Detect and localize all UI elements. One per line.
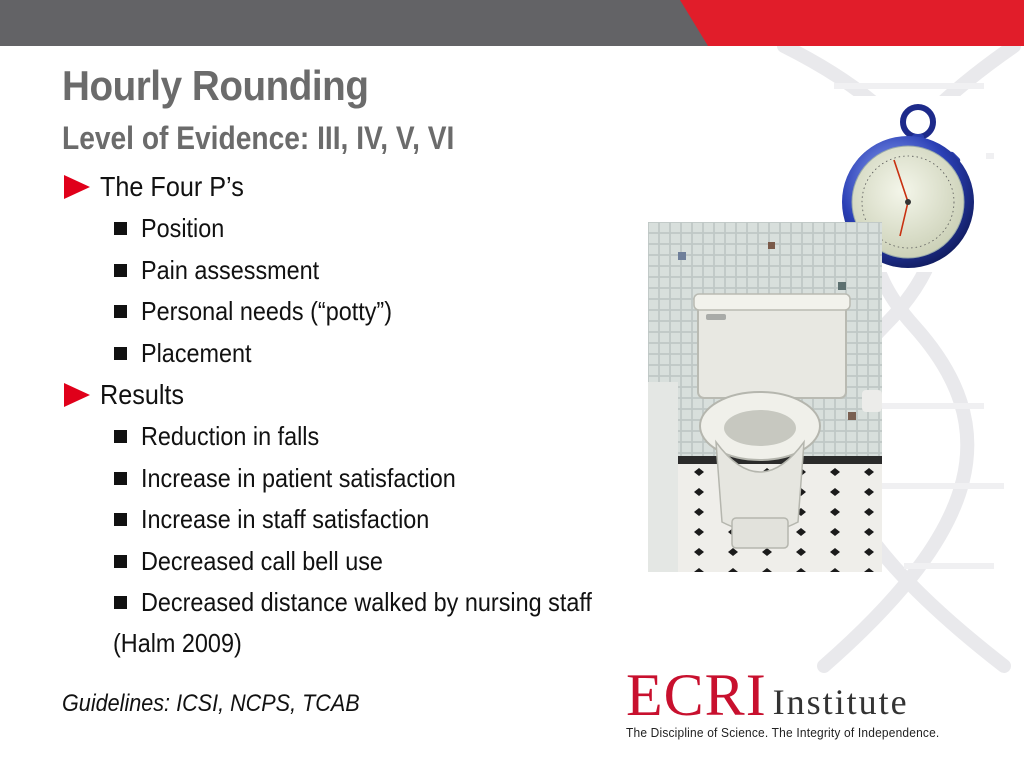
guidelines-note: Guidelines: ICSI, NCPS, TCAB: [62, 690, 360, 717]
list-item-text: Reduction in falls: [141, 421, 320, 452]
list-item: [62, 416, 642, 458]
toilet-image: [648, 222, 882, 572]
square-bullet-icon: [114, 305, 127, 318]
top-banner: [0, 0, 1024, 46]
list-item-text: Placement: [141, 337, 252, 368]
square-bullet-icon: [114, 596, 127, 609]
list-item: [62, 541, 642, 583]
section-heading-four-ps: [62, 166, 642, 208]
square-bullet-icon: [114, 513, 127, 526]
bullet-list: [62, 166, 642, 624]
list-item-text: Pain assessment: [141, 254, 320, 285]
citation: (Halm 2009): [113, 628, 242, 658]
list-item: [62, 208, 642, 250]
list-item-text: Position: [141, 213, 225, 244]
logo-tagline: The Discipline of Science. The Integrity of Independence.: [626, 725, 940, 740]
section-heading-text: The Four P’s: [100, 171, 244, 202]
list-item: [62, 499, 642, 541]
list-item-text: Increase in staff satisfaction: [141, 504, 430, 535]
slide-subtitle: Level of Evidence: III, IV, V, VI: [62, 120, 455, 156]
square-bullet-icon: [114, 347, 127, 360]
list-item-text: Decreased distance walked by nursing staff: [141, 587, 592, 618]
section-heading-text: Results: [100, 379, 185, 410]
logo-institute: Institute: [772, 682, 909, 722]
logo-wordmark: [626, 662, 1000, 728]
ecri-institute-logo: [626, 662, 1000, 748]
list-item-text: Decreased call bell use: [141, 545, 383, 576]
list-item: [62, 333, 642, 375]
square-bullet-icon: [114, 430, 127, 443]
list-item-text: Personal needs (“potty”): [141, 296, 393, 327]
square-bullet-icon: [114, 555, 127, 568]
square-bullet-icon: [114, 472, 127, 485]
logo-brand: ECRI: [626, 662, 767, 728]
list-item: [62, 458, 642, 500]
square-bullet-icon: [114, 264, 127, 277]
triangle-bullet-icon: [62, 381, 92, 409]
slide-title: Hourly Rounding: [62, 62, 369, 109]
section-heading-results: [62, 374, 642, 416]
square-bullet-icon: [114, 222, 127, 235]
toilet-icon: [648, 222, 882, 572]
triangle-bullet-icon: [62, 173, 92, 201]
list-item-text: Increase in patient satisfaction: [141, 462, 456, 493]
list-item: [62, 250, 642, 292]
list-item: [62, 291, 642, 333]
list-item: [62, 582, 642, 624]
